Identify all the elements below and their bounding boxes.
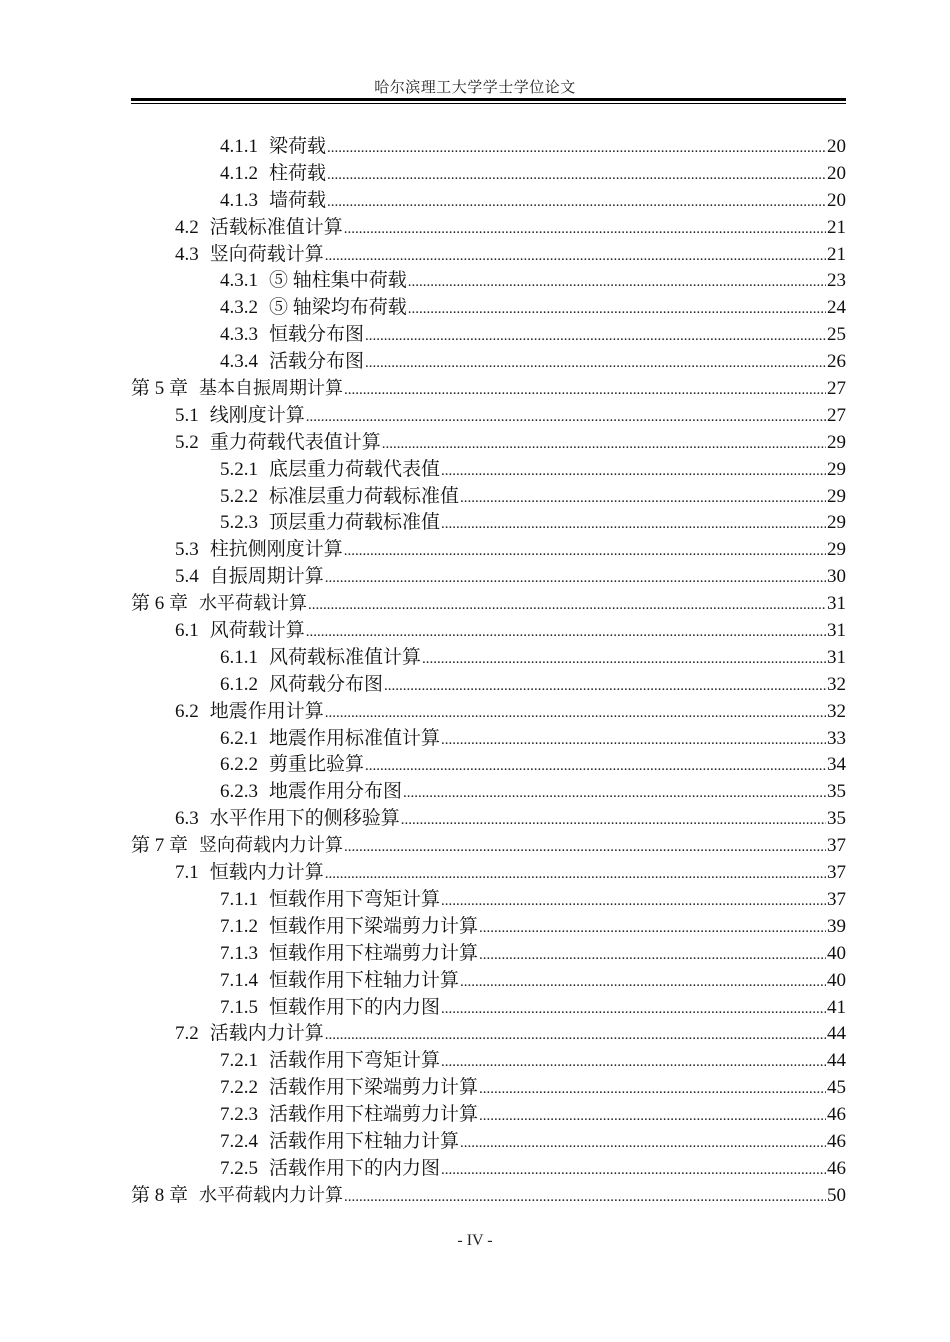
toc-entry-page: 39	[827, 915, 846, 937]
toc-entry-title: 墙荷载	[269, 189, 327, 211]
toc-entry-page: 44	[827, 1023, 846, 1045]
toc-entry-title: 活载作用下的内力图	[269, 1157, 441, 1179]
toc-entry-page: 30	[827, 566, 846, 588]
toc-entry[interactable]	[131, 322, 846, 349]
toc-entry-title: 恒载分布图	[269, 324, 365, 346]
toc-entry-page: 31	[827, 646, 846, 668]
toc-dot-leader	[365, 323, 826, 350]
toc-entry-title: 活载作用下梁端剪力计算	[269, 1077, 479, 1099]
toc-entry-number: 7.1.1	[220, 888, 258, 910]
toc-entry-title: 梁荷载	[269, 136, 327, 157]
header-rule-thick	[131, 98, 846, 101]
toc-entry[interactable]	[131, 645, 846, 672]
toc-entry-page: 37	[827, 888, 846, 910]
toc-entry-number: 5.2.3	[220, 512, 258, 534]
toc-dot-leader	[365, 350, 826, 377]
toc-entry-title: 柱荷载	[269, 162, 327, 184]
toc-dot-leader	[344, 216, 826, 243]
toc-dot-leader	[408, 296, 826, 323]
toc-entry-page: 25	[827, 324, 846, 346]
toc-entry-title: 基本自振周期计算	[199, 378, 344, 400]
toc-entry-page: 27	[827, 404, 846, 426]
toc-entry-page: 46	[827, 1104, 846, 1126]
toc-entry-number: 7.2	[175, 1023, 199, 1045]
toc-dot-leader	[306, 404, 826, 431]
toc-entry-title: 底层重力荷载代表值	[269, 458, 441, 480]
toc-dot-leader	[344, 538, 826, 565]
toc-entry[interactable]	[131, 268, 846, 295]
toc-dot-leader	[384, 673, 826, 700]
toc-dot-leader	[344, 834, 826, 861]
table-of-contents	[131, 134, 846, 1210]
toc-entry-page: 32	[827, 673, 846, 695]
toc-entry-title: 恒载作用下的内力图	[269, 996, 441, 1018]
toc-entry[interactable]	[131, 833, 846, 860]
toc-dot-leader	[308, 592, 826, 619]
toc-dot-leader	[479, 1103, 826, 1130]
toc-entry[interactable]	[131, 699, 846, 726]
toc-entry-title: ⑤ 轴柱集中荷载	[269, 270, 407, 292]
toc-entry[interactable]	[131, 1129, 846, 1156]
toc-entry-number: 4.3.1	[220, 270, 258, 292]
toc-dot-leader	[325, 861, 826, 888]
toc-entry-page: 40	[827, 969, 846, 991]
toc-entry-page: 46	[827, 1130, 846, 1152]
toc-entry-page: 41	[827, 996, 846, 1018]
toc-dot-leader	[401, 807, 826, 834]
toc-entry[interactable]	[131, 914, 846, 941]
toc-entry[interactable]	[131, 376, 846, 403]
toc-entry-title: 地震作用计算	[209, 700, 324, 722]
toc-entry-title: 剪重比验算	[269, 754, 365, 776]
toc-entry[interactable]	[131, 860, 846, 887]
toc-dot-leader	[479, 1076, 826, 1103]
toc-entry[interactable]	[131, 484, 846, 511]
toc-entry-number: 4.3	[175, 243, 199, 265]
toc-dot-leader	[479, 915, 826, 942]
toc-entry-title: 活载分布图	[269, 351, 365, 373]
toc-dot-leader	[325, 700, 826, 727]
toc-entry[interactable]	[131, 242, 846, 269]
toc-entry[interactable]	[131, 672, 846, 699]
toc-entry-page: 40	[827, 942, 846, 964]
toc-entry-title: 活载标准值计算	[209, 216, 343, 238]
toc-entry[interactable]	[131, 995, 846, 1022]
toc-entry-number: 4.1.1	[220, 136, 258, 157]
toc-entry[interactable]	[131, 752, 846, 779]
running-header-title: 哈尔滨理工大学学士学位论文	[374, 80, 576, 96]
toc-dot-leader	[460, 485, 826, 512]
toc-dot-leader	[441, 1157, 826, 1184]
toc-dot-leader	[441, 996, 826, 1023]
toc-entry-number: 6.1	[175, 620, 199, 642]
toc-entry[interactable]	[131, 806, 846, 833]
toc-entry-page: 21	[827, 216, 846, 238]
toc-dot-leader	[422, 646, 826, 673]
toc-entry-page: 29	[827, 539, 846, 561]
toc-entry[interactable]	[131, 134, 846, 161]
toc-entry-title: 恒载内力计算	[209, 862, 324, 884]
toc-entry-number: 5.2	[175, 431, 199, 453]
toc-entry-number: 第 7 章	[131, 835, 189, 857]
toc-entry-number: 7.2.3	[220, 1104, 258, 1126]
toc-entry-title: 柱抗侧刚度计算	[209, 539, 343, 561]
toc-dot-leader	[325, 565, 826, 592]
toc-dot-leader	[306, 619, 826, 646]
toc-entry[interactable]	[131, 1102, 846, 1129]
toc-dot-leader	[441, 1049, 826, 1076]
toc-entry-number: 7.2.4	[220, 1130, 258, 1152]
toc-entry-title: 恒载作用下弯矩计算	[269, 888, 441, 910]
toc-dot-leader	[460, 1130, 826, 1157]
toc-entry-page: 44	[827, 1050, 846, 1072]
toc-entry-page: 31	[827, 620, 846, 642]
toc-entry-number: 4.3.3	[220, 324, 258, 346]
toc-entry-number: 6.3	[175, 808, 199, 830]
toc-entry-page: 37	[827, 835, 846, 857]
toc-entry-page: 33	[827, 727, 846, 749]
toc-entry-page: 27	[827, 378, 846, 400]
toc-entry[interactable]	[131, 1021, 846, 1048]
toc-entry-page: 29	[827, 458, 846, 480]
toc-entry[interactable]	[131, 215, 846, 242]
toc-entry-title: 重力荷载代表值计算	[209, 431, 381, 453]
toc-entry-page: 32	[827, 700, 846, 722]
toc-entry-title: 地震作用分布图	[269, 781, 403, 803]
toc-entry[interactable]	[131, 349, 846, 376]
toc-entry-title: 水平作用下的侧移验算	[209, 808, 400, 830]
toc-entry-title: 活载作用下弯矩计算	[269, 1050, 441, 1072]
toc-entry-page: 46	[827, 1157, 846, 1179]
toc-entry[interactable]	[131, 510, 846, 537]
toc-entry-title: 顶层重力荷载标准值	[269, 512, 441, 534]
toc-dot-leader	[325, 243, 826, 270]
toc-entry-title: 竖向荷载计算	[209, 243, 324, 265]
toc-entry-page: 26	[827, 351, 846, 373]
toc-entry-number: 第 6 章	[131, 593, 189, 615]
toc-entry-page: 23	[827, 270, 846, 292]
toc-entry-page: 29	[827, 512, 846, 534]
toc-entry-title: 活载作用下柱端剪力计算	[269, 1104, 479, 1126]
toc-entry-title: 恒载作用下柱端剪力计算	[269, 942, 479, 964]
toc-entry[interactable]	[131, 591, 846, 618]
toc-dot-leader	[460, 969, 826, 996]
toc-entry-number: 5.2.1	[220, 458, 258, 480]
toc-entry-number: 7.2.2	[220, 1077, 258, 1099]
toc-dot-leader	[408, 269, 826, 296]
toc-entry-number: 4.3.2	[220, 297, 258, 319]
toc-dot-leader	[441, 888, 826, 915]
toc-entry-page: 50	[827, 1184, 846, 1206]
toc-entry[interactable]	[131, 1048, 846, 1075]
toc-entry-page: 34	[827, 754, 846, 776]
toc-entry[interactable]	[131, 403, 846, 430]
toc-dot-leader	[327, 189, 826, 216]
toc-entry-title: 水平荷载内力计算	[199, 1184, 344, 1206]
toc-entry-number: 5.3	[175, 539, 199, 561]
toc-dot-leader	[327, 135, 826, 162]
toc-entry-number: 7.1.4	[220, 969, 258, 991]
toc-entry-page: 29	[827, 431, 846, 453]
toc-dot-leader	[344, 377, 826, 404]
toc-entry-number: 7.2.1	[220, 1050, 258, 1072]
toc-entry-number: 6.1.1	[220, 646, 258, 668]
page-number: - IV -	[457, 1232, 493, 1249]
toc-entry-number: 5.1	[175, 404, 199, 426]
toc-entry[interactable]	[131, 564, 846, 591]
toc-entry-number: 7.1.2	[220, 915, 258, 937]
toc-entry-title: 活载内力计算	[209, 1023, 324, 1045]
toc-entry[interactable]	[131, 1075, 846, 1102]
toc-entry[interactable]	[131, 779, 846, 806]
toc-entry-number: 6.2	[175, 700, 199, 722]
toc-dot-leader	[441, 458, 826, 485]
toc-dot-leader	[344, 1184, 826, 1211]
toc-entry[interactable]	[131, 457, 846, 484]
toc-entry-title: 风荷载计算	[209, 620, 305, 642]
toc-entry[interactable]	[131, 941, 846, 968]
toc-entry-page: 45	[827, 1077, 846, 1099]
toc-entry-title: 地震作用标准值计算	[269, 727, 441, 749]
toc-dot-leader	[403, 780, 826, 807]
toc-entry-page: 35	[827, 781, 846, 803]
toc-entry-number: 7.1	[175, 862, 199, 884]
toc-entry[interactable]	[131, 618, 846, 645]
toc-dot-leader	[382, 431, 826, 458]
toc-entry-number: 7.1.3	[220, 942, 258, 964]
toc-entry-number: 5.4	[175, 566, 199, 588]
toc-entry-page: 21	[827, 243, 846, 265]
toc-entry-title: 活载作用下柱轴力计算	[269, 1130, 460, 1152]
toc-entry[interactable]	[131, 887, 846, 914]
toc-entry-title: 竖向荷载内力计算	[199, 835, 344, 857]
toc-entry[interactable]	[131, 295, 846, 322]
toc-entry[interactable]	[131, 430, 846, 457]
toc-entry-page: 20	[827, 162, 846, 184]
toc-entry-title: 风荷载标准值计算	[269, 646, 422, 668]
header-rule-thin	[131, 103, 846, 104]
toc-entry-title: 水平荷载计算	[199, 593, 308, 615]
toc-entry-title: 线刚度计算	[209, 404, 305, 426]
toc-entry-number: 4.1.2	[220, 162, 258, 184]
toc-entry-page: 31	[827, 593, 846, 615]
toc-dot-leader	[325, 1022, 826, 1049]
toc-entry[interactable]	[131, 968, 846, 995]
toc-entry[interactable]	[131, 188, 846, 215]
toc-entry-number: 第 8 章	[131, 1184, 189, 1206]
toc-entry[interactable]	[131, 1183, 846, 1210]
toc-entry-title: 标准层重力荷载标准值	[269, 485, 460, 507]
toc-entry-number: 4.2	[175, 216, 199, 238]
toc-entry[interactable]	[131, 1156, 846, 1183]
toc-entry-title: 风荷载分布图	[269, 673, 384, 695]
toc-entry-number: 第 5 章	[131, 378, 189, 400]
toc-entry-title: 恒载作用下梁端剪力计算	[269, 915, 479, 937]
toc-dot-leader	[365, 753, 826, 780]
toc-entry-page: 20	[827, 136, 846, 157]
toc-entry-title: ⑤ 轴梁均布荷载	[269, 297, 407, 319]
toc-entry-number: 6.2.2	[220, 754, 258, 776]
toc-entry-number: 4.1.3	[220, 189, 258, 211]
toc-entry[interactable]	[131, 537, 846, 564]
toc-dot-leader	[479, 942, 826, 969]
toc-entry-number: 6.2.1	[220, 727, 258, 749]
toc-entry-page: 35	[827, 808, 846, 830]
toc-entry-title: 恒载作用下柱轴力计算	[269, 969, 460, 991]
toc-entry[interactable]	[131, 161, 846, 188]
toc-entry-number: 5.2.2	[220, 485, 258, 507]
toc-entry-number: 7.1.5	[220, 996, 258, 1018]
toc-entry-page: 29	[827, 485, 846, 507]
toc-entry-page: 24	[827, 297, 846, 319]
toc-entry[interactable]	[131, 726, 846, 753]
toc-entry-title: 自振周期计算	[209, 566, 324, 588]
toc-dot-leader	[327, 162, 826, 189]
toc-entry-number: 4.3.4	[220, 351, 258, 373]
toc-entry-number: 6.1.2	[220, 673, 258, 695]
toc-dot-leader	[441, 727, 826, 754]
toc-entry-number: 6.2.3	[220, 781, 258, 803]
toc-entry-page: 37	[827, 862, 846, 884]
toc-entry-page: 20	[827, 189, 846, 211]
toc-entry-number: 7.2.5	[220, 1157, 258, 1179]
toc-dot-leader	[441, 511, 826, 538]
